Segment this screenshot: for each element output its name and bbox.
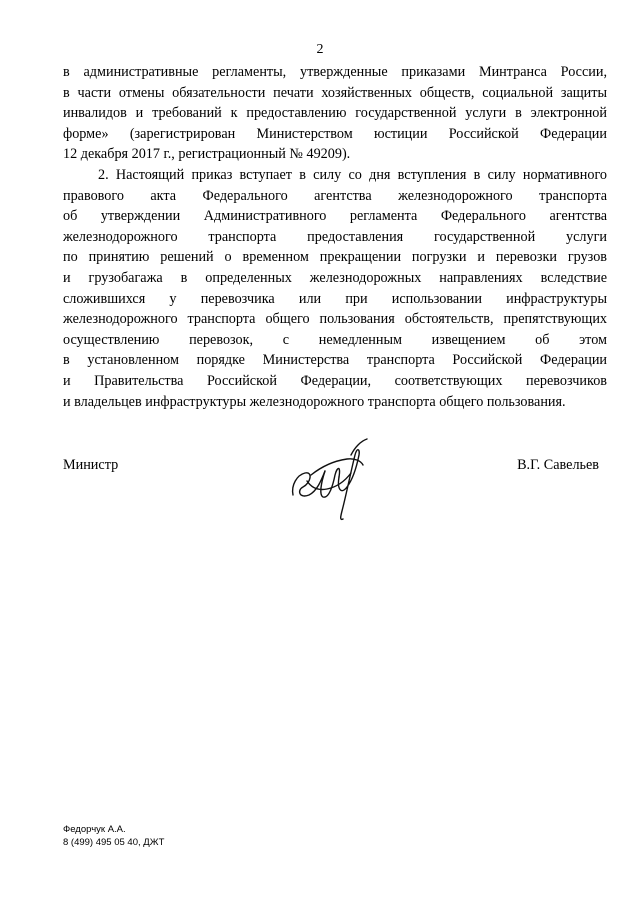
body-line: железнодорожного транспорта общего пользования обстоятельств, препятствующих: [63, 311, 607, 328]
executor-phone: 8 (499) 495 05 40, ДЖТ: [63, 837, 165, 848]
signer-name: В.Г. Савельев: [517, 457, 599, 473]
page-number: 2: [316, 42, 324, 57]
signature-block: [63, 455, 607, 535]
body-line: в части отмены обязательности печати хозяйственных обществ, социальной защиты: [63, 84, 607, 101]
body-line: и Правительства Российской Федерации, соответствующих перевозчиков: [63, 372, 607, 389]
executor-name: Федорчук А.А.: [63, 824, 126, 835]
body-line: железнодорожного транспорта предоставления государственной услуги: [63, 228, 607, 245]
signer-title: Министр: [63, 457, 119, 473]
body-line: по принятию решений о временном прекращении погрузки и перевозки грузов: [63, 249, 607, 266]
body-line: 12 декабря 2017 г., регистрационный № 49209).: [63, 146, 351, 163]
body-line: правового акта Федерального агентства железнодорожного транспорта: [63, 187, 607, 204]
body-line: и грузобагажа в определенных железнодорожных направлениях вследствие: [63, 269, 607, 286]
body-line: в административные регламенты, утвержденные приказами Минтранса России,: [63, 64, 607, 80]
body-line: и владельцев инфраструктуры железнодорожного транспорта общего пользования.: [63, 393, 566, 410]
body-line: 2. Настоящий приказ вступает в силу со дня вступления в силу нормативного: [98, 166, 607, 183]
executor-footer: [63, 823, 164, 849]
handwritten-signature-icon: [281, 425, 381, 525]
body-line: об утверждении Административного регламента Федерального агентства: [63, 208, 607, 225]
body-line: осуществлению перевозок, с немедленным извещением об этом: [63, 331, 607, 348]
document-body: [63, 62, 607, 412]
body-line: сложившихся у перевозчика или при использовании инфраструктуры: [63, 290, 607, 307]
body-line: форме» (зарегистрирован Министерством юстиции Российской Федерации: [63, 125, 607, 142]
body-line: в установленном порядке Министерства транспорта Российской Федерации: [63, 352, 607, 369]
body-line: инвалидов и требований к предоставлению государственной услуги в электронной: [63, 105, 607, 122]
